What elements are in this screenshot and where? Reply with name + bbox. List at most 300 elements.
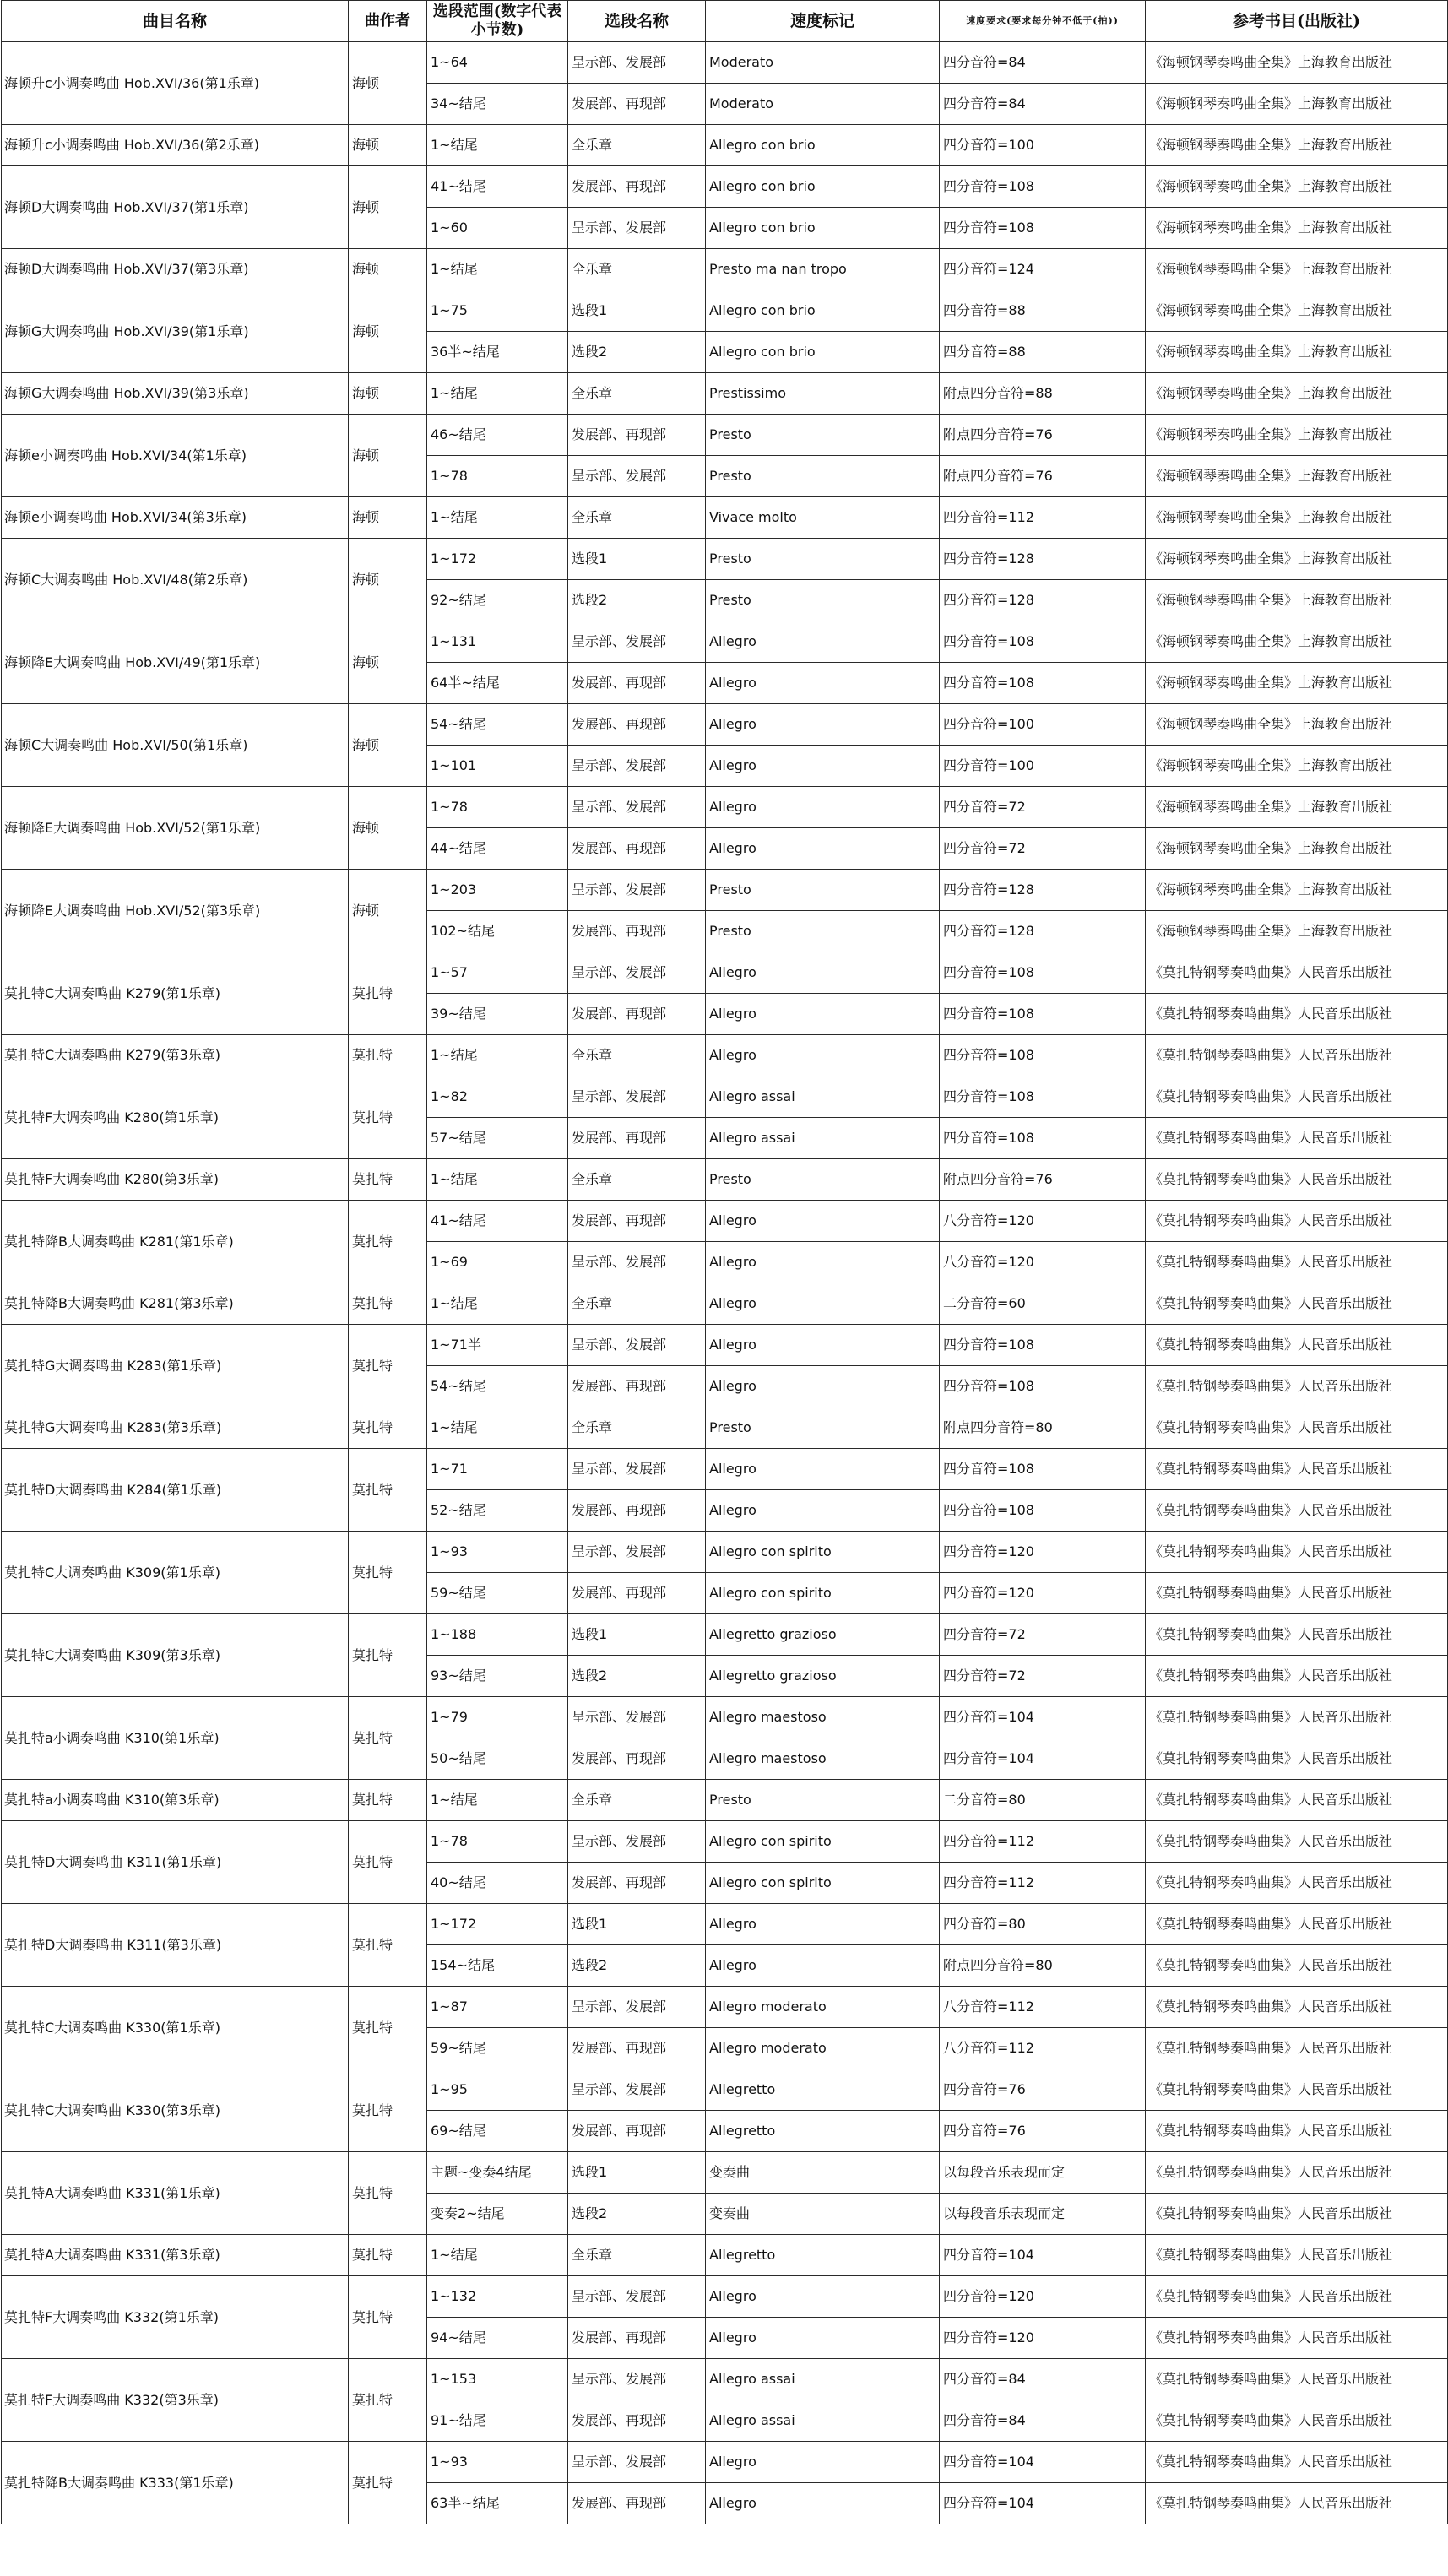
table-row [2,2152,1448,2194]
tempo-requirement-cell: 四分音符=84 [940,2359,1146,2400]
composer-cell: 莫扎特 [349,1987,427,2069]
tempo-requirement-cell: 四分音符=76 [940,2111,1146,2152]
tempo-requirement-cell: 附点四分音符=76 [940,1159,1146,1201]
range-cell: 1~结尾 [427,497,568,539]
composer-cell: 莫扎特 [349,1904,427,1987]
tempo-mark-cell: Allegro con spirito [706,1573,940,1614]
tempo-mark-cell: Allegro [706,1242,940,1283]
range-cell: 46~结尾 [427,415,568,456]
tempo-mark-cell: Allegretto [706,2111,940,2152]
tempo-requirement-cell: 以每段音乐表现而定 [940,2194,1146,2235]
reference-book-cell: 《莫扎特钢琴奏鸣曲集》人民音乐出版社 [1146,2235,1448,2276]
section-name-cell: 全乐章 [568,2235,706,2276]
reference-book-cell: 《莫扎特钢琴奏鸣曲集》人民音乐出版社 [1146,1697,1448,1738]
piece-name-cell: 海顿降E大调奏鸣曲 Hob.XVI/52(第3乐章) [2,870,349,952]
range-cell: 1~131 [427,621,568,663]
reference-book-cell: 《莫扎特钢琴奏鸣曲集》人民音乐出版社 [1146,1076,1448,1118]
tempo-requirement-cell: 四分音符=112 [940,497,1146,539]
reference-book-cell: 《海顿钢琴奏鸣曲全集》上海教育出版社 [1146,497,1448,539]
tempo-requirement-cell: 四分音符=124 [940,249,1146,290]
composer-cell: 海顿 [349,539,427,621]
piece-name-cell: 莫扎特C大调奏鸣曲 K279(第1乐章) [2,952,349,1035]
range-cell: 1~95 [427,2069,568,2111]
tempo-requirement-cell: 四分音符=120 [940,2276,1146,2318]
section-name-cell: 呈示部、发展部 [568,1449,706,1490]
reference-book-cell: 《莫扎特钢琴奏鸣曲集》人民音乐出版社 [1146,1283,1448,1325]
tempo-requirement-cell: 四分音符=108 [940,663,1146,704]
table-row [2,2069,1448,2111]
range-cell: 1~172 [427,1904,568,1945]
section-name-cell: 呈示部、发展部 [568,1821,706,1863]
section-name-cell: 呈示部、发展部 [568,456,706,497]
tempo-mark-cell: Allegretto [706,2235,940,2276]
reference-book-cell: 《莫扎特钢琴奏鸣曲集》人民音乐出版社 [1146,2359,1448,2400]
reference-book-cell: 《海顿钢琴奏鸣曲全集》上海教育出版社 [1146,911,1448,952]
section-name-cell: 全乐章 [568,373,706,415]
tempo-requirement-cell: 四分音符=104 [940,2483,1146,2524]
range-cell: 94~结尾 [427,2318,568,2359]
range-cell: 63半~结尾 [427,2483,568,2524]
section-name-cell: 全乐章 [568,1407,706,1449]
section-name-cell: 选段1 [568,1904,706,1945]
header-range: 选段范围(数字代表小节数) [427,1,568,42]
tempo-requirement-cell: 四分音符=108 [940,1449,1146,1490]
table-row [2,1076,1448,1118]
range-cell: 1~75 [427,290,568,332]
reference-book-cell: 《莫扎特钢琴奏鸣曲集》人民音乐出版社 [1146,1780,1448,1821]
header-row [2,1,1448,42]
tempo-mark-cell: Allegro [706,952,940,994]
tempo-mark-cell: Allegro con brio [706,332,940,373]
reference-book-cell: 《莫扎特钢琴奏鸣曲集》人民音乐出版社 [1146,1325,1448,1366]
tempo-requirement-cell: 四分音符=112 [940,1821,1146,1863]
piece-name-cell: 海顿e小调奏鸣曲 Hob.XVI/34(第1乐章) [2,415,349,497]
tempo-mark-cell: Allegro [706,1490,940,1532]
range-cell: 36半~结尾 [427,332,568,373]
tempo-mark-cell: Allegro con brio [706,166,940,208]
tempo-mark-cell: Allegro [706,704,940,746]
piece-name-cell: 海顿升c小调奏鸣曲 Hob.XVI/36(第2乐章) [2,125,349,166]
section-name-cell: 选段2 [568,332,706,373]
range-cell: 41~结尾 [427,1201,568,1242]
range-cell: 64半~结尾 [427,663,568,704]
composer-cell: 莫扎特 [349,1201,427,1283]
tempo-requirement-cell: 二分音符=80 [940,1780,1146,1821]
header-tempo-requirement: 速度要求(要求每分钟不低于(拍)) [940,1,1146,42]
reference-book-cell: 《莫扎特钢琴奏鸣曲集》人民音乐出版社 [1146,1863,1448,1904]
tempo-mark-cell: Presto ma nan tropo [706,249,940,290]
composer-cell: 海顿 [349,787,427,870]
table-row [2,1780,1448,1821]
tempo-requirement-cell: 八分音符=112 [940,2028,1146,2069]
tempo-requirement-cell: 四分音符=80 [940,1904,1146,1945]
section-name-cell: 发展部、再现部 [568,911,706,952]
section-name-cell: 选段1 [568,290,706,332]
tempo-requirement-cell: 附点四分音符=76 [940,415,1146,456]
piece-name-cell: 海顿C大调奏鸣曲 Hob.XVI/48(第2乐章) [2,539,349,621]
tempo-requirement-cell: 以每段音乐表现而定 [940,2152,1146,2194]
tempo-mark-cell: Allegro [706,663,940,704]
reference-book-cell: 《莫扎特钢琴奏鸣曲集》人民音乐出版社 [1146,1945,1448,1987]
tempo-requirement-cell: 四分音符=72 [940,1614,1146,1656]
piece-name-cell: 莫扎特C大调奏鸣曲 K330(第3乐章) [2,2069,349,2152]
tempo-mark-cell: Allegro assai [706,2359,940,2400]
section-name-cell: 选段2 [568,1656,706,1697]
section-name-cell: 发展部、再现部 [568,2028,706,2069]
tempo-requirement-cell: 四分音符=100 [940,746,1146,787]
tempo-requirement-cell: 八分音符=120 [940,1242,1146,1283]
reference-book-cell: 《海顿钢琴奏鸣曲全集》上海教育出版社 [1146,828,1448,870]
table-row [2,42,1448,84]
reference-book-cell: 《海顿钢琴奏鸣曲全集》上海教育出版社 [1146,539,1448,580]
reference-book-cell: 《海顿钢琴奏鸣曲全集》上海教育出版社 [1146,456,1448,497]
tempo-mark-cell: Allegro [706,1283,940,1325]
header-composer: 曲作者 [349,1,427,42]
tempo-requirement-cell: 四分音符=84 [940,2400,1146,2442]
table-row [2,1449,1448,1490]
reference-book-cell: 《莫扎特钢琴奏鸣曲集》人民音乐出版社 [1146,1738,1448,1780]
reference-book-cell: 《莫扎特钢琴奏鸣曲集》人民音乐出版社 [1146,1449,1448,1490]
reference-book-cell: 《莫扎特钢琴奏鸣曲集》人民音乐出版社 [1146,2152,1448,2194]
table-row [2,2276,1448,2318]
range-cell: 1~结尾 [427,1035,568,1076]
range-cell: 1~结尾 [427,2235,568,2276]
composer-cell: 莫扎特 [349,1821,427,1904]
range-cell: 59~结尾 [427,2028,568,2069]
tempo-mark-cell: Allegro [706,2483,940,2524]
piece-name-cell: 莫扎特F大调奏鸣曲 K332(第1乐章) [2,2276,349,2359]
section-name-cell: 发展部、再现部 [568,1118,706,1159]
table-row [2,621,1448,663]
section-name-cell: 选段1 [568,2152,706,2194]
reference-book-cell: 《莫扎特钢琴奏鸣曲集》人民音乐出版社 [1146,2028,1448,2069]
tempo-requirement-cell: 四分音符=120 [940,2318,1146,2359]
section-name-cell: 全乐章 [568,497,706,539]
tempo-requirement-cell: 附点四分音符=76 [940,456,1146,497]
tempo-requirement-cell: 四分音符=104 [940,1738,1146,1780]
piece-name-cell: 莫扎特A大调奏鸣曲 K331(第1乐章) [2,2152,349,2235]
range-cell: 34~结尾 [427,84,568,125]
section-name-cell: 发展部、再现部 [568,828,706,870]
section-name-cell: 全乐章 [568,1780,706,1821]
reference-book-cell: 《莫扎特钢琴奏鸣曲集》人民音乐出版社 [1146,1118,1448,1159]
tempo-requirement-cell: 四分音符=72 [940,787,1146,828]
tempo-mark-cell: Allegro con spirito [706,1863,940,1904]
piece-name-cell: 莫扎特C大调奏鸣曲 K309(第1乐章) [2,1532,349,1614]
section-name-cell: 全乐章 [568,1283,706,1325]
tempo-mark-cell: Allegro moderato [706,2028,940,2069]
piece-name-cell: 海顿C大调奏鸣曲 Hob.XVI/50(第1乐章) [2,704,349,787]
piece-name-cell: 莫扎特a小调奏鸣曲 K310(第3乐章) [2,1780,349,1821]
section-name-cell: 发展部、再现部 [568,1366,706,1407]
range-cell: 44~结尾 [427,828,568,870]
tempo-mark-cell: Allegro [706,746,940,787]
tempo-requirement-cell: 四分音符=100 [940,125,1146,166]
range-cell: 69~结尾 [427,2111,568,2152]
range-cell: 1~78 [427,787,568,828]
tempo-mark-cell: Vivace molto [706,497,940,539]
composer-cell: 海顿 [349,42,427,125]
composer-cell: 莫扎特 [349,2069,427,2152]
tempo-mark-cell: Allegro moderato [706,1987,940,2028]
tempo-mark-cell: 变奏曲 [706,2152,940,2194]
range-cell: 变奏2~结尾 [427,2194,568,2235]
table-row [2,1697,1448,1738]
range-cell: 1~101 [427,746,568,787]
composer-cell: 海顿 [349,166,427,249]
reference-book-cell: 《莫扎特钢琴奏鸣曲集》人民音乐出版社 [1146,1656,1448,1697]
piece-name-cell: 海顿e小调奏鸣曲 Hob.XVI/34(第3乐章) [2,497,349,539]
piece-name-cell: 莫扎特C大调奏鸣曲 K309(第3乐章) [2,1614,349,1697]
table-row [2,2359,1448,2400]
piece-name-cell: 海顿G大调奏鸣曲 Hob.XVI/39(第1乐章) [2,290,349,373]
composer-cell: 莫扎特 [349,2442,427,2524]
section-name-cell: 发展部、再现部 [568,415,706,456]
table-row [2,2442,1448,2483]
composer-cell: 莫扎特 [349,2152,427,2235]
reference-book-cell: 《海顿钢琴奏鸣曲全集》上海教育出版社 [1146,580,1448,621]
tempo-mark-cell: Allegro con brio [706,125,940,166]
range-cell: 92~结尾 [427,580,568,621]
range-cell: 1~结尾 [427,373,568,415]
tempo-requirement-cell: 四分音符=104 [940,2442,1146,2483]
reference-book-cell: 《海顿钢琴奏鸣曲全集》上海教育出版社 [1146,208,1448,249]
section-name-cell: 呈示部、发展部 [568,787,706,828]
header-section: 选段名称 [568,1,706,42]
section-name-cell: 选段2 [568,2194,706,2235]
section-name-cell: 呈示部、发展部 [568,1325,706,1366]
composer-cell: 海顿 [349,704,427,787]
range-cell: 1~60 [427,208,568,249]
reference-book-cell: 《海顿钢琴奏鸣曲全集》上海教育出版社 [1146,415,1448,456]
composer-cell: 海顿 [349,870,427,952]
range-cell: 1~78 [427,456,568,497]
piece-name-cell: 海顿升c小调奏鸣曲 Hob.XVI/36(第1乐章) [2,42,349,125]
tempo-mark-cell: Presto [706,1407,940,1449]
section-name-cell: 发展部、再现部 [568,1201,706,1242]
section-name-cell: 呈示部、发展部 [568,42,706,84]
composer-cell: 海顿 [349,497,427,539]
composer-cell: 莫扎特 [349,1283,427,1325]
piece-name-cell: 莫扎特D大调奏鸣曲 K311(第1乐章) [2,1821,349,1904]
tempo-requirement-cell: 四分音符=76 [940,2069,1146,2111]
tempo-requirement-cell: 四分音符=108 [940,1490,1146,1532]
table-row [2,1821,1448,1863]
tempo-requirement-cell: 四分音符=108 [940,994,1146,1035]
tempo-mark-cell: Allegretto grazioso [706,1614,940,1656]
tempo-mark-cell: Prestissimo [706,373,940,415]
tempo-mark-cell: Allegro con brio [706,290,940,332]
reference-book-cell: 《海顿钢琴奏鸣曲全集》上海教育出版社 [1146,663,1448,704]
section-name-cell: 选段1 [568,1614,706,1656]
reference-book-cell: 《海顿钢琴奏鸣曲全集》上海教育出版社 [1146,704,1448,746]
range-cell: 91~结尾 [427,2400,568,2442]
range-cell: 1~203 [427,870,568,911]
tempo-mark-cell: Presto [706,580,940,621]
reference-book-cell: 《海顿钢琴奏鸣曲全集》上海教育出版社 [1146,42,1448,84]
range-cell: 主题~变奏4结尾 [427,2152,568,2194]
section-name-cell: 呈示部、发展部 [568,746,706,787]
composer-cell: 海顿 [349,249,427,290]
table-row [2,1325,1448,1366]
section-name-cell: 发展部、再现部 [568,1738,706,1780]
section-name-cell: 呈示部、发展部 [568,870,706,911]
tempo-requirement-cell: 八分音符=120 [940,1201,1146,1242]
range-cell: 1~78 [427,1821,568,1863]
section-name-cell: 发展部、再现部 [568,84,706,125]
reference-book-cell: 《莫扎特钢琴奏鸣曲集》人民音乐出版社 [1146,1159,1448,1201]
tempo-mark-cell: Presto [706,539,940,580]
section-name-cell: 呈示部、发展部 [568,2276,706,2318]
composer-cell: 海顿 [349,373,427,415]
section-name-cell: 呈示部、发展部 [568,1242,706,1283]
tempo-requirement-cell: 四分音符=84 [940,42,1146,84]
tempo-mark-cell: Allegro [706,621,940,663]
range-cell: 54~结尾 [427,1366,568,1407]
table-row [2,704,1448,746]
tempo-mark-cell: Presto [706,1780,940,1821]
section-name-cell: 呈示部、发展部 [568,1697,706,1738]
tempo-mark-cell: Allegro assai [706,2400,940,2442]
range-cell: 1~结尾 [427,1283,568,1325]
tempo-mark-cell: Allegro assai [706,1118,940,1159]
reference-book-cell: 《莫扎特钢琴奏鸣曲集》人民音乐出版社 [1146,952,1448,994]
section-name-cell: 全乐章 [568,249,706,290]
reference-book-cell: 《莫扎特钢琴奏鸣曲集》人民音乐出版社 [1146,1987,1448,2028]
reference-book-cell: 《莫扎特钢琴奏鸣曲集》人民音乐出版社 [1146,2400,1448,2442]
reference-book-cell: 《莫扎特钢琴奏鸣曲集》人民音乐出版社 [1146,1904,1448,1945]
range-cell: 1~57 [427,952,568,994]
piece-name-cell: 莫扎特F大调奏鸣曲 K280(第3乐章) [2,1159,349,1201]
reference-book-cell: 《海顿钢琴奏鸣曲全集》上海教育出版社 [1146,84,1448,125]
tempo-requirement-cell: 四分音符=120 [940,1532,1146,1573]
piece-name-cell: 海顿降E大调奏鸣曲 Hob.XVI/52(第1乐章) [2,787,349,870]
tempo-mark-cell: Allegro [706,1366,940,1407]
section-name-cell: 选段2 [568,580,706,621]
tempo-mark-cell: Allegro [706,1449,940,1490]
range-cell: 102~结尾 [427,911,568,952]
piece-name-cell: 莫扎特F大调奏鸣曲 K332(第3乐章) [2,2359,349,2442]
reference-book-cell: 《海顿钢琴奏鸣曲全集》上海教育出版社 [1146,870,1448,911]
tempo-requirement-cell: 四分音符=128 [940,870,1146,911]
tempo-mark-cell: 变奏曲 [706,2194,940,2235]
section-name-cell: 全乐章 [568,1035,706,1076]
reference-book-cell: 《海顿钢琴奏鸣曲全集》上海教育出版社 [1146,290,1448,332]
reference-book-cell: 《莫扎特钢琴奏鸣曲集》人民音乐出版社 [1146,1201,1448,1242]
composer-cell: 莫扎特 [349,2276,427,2359]
composer-cell: 莫扎特 [349,1697,427,1780]
composer-cell: 莫扎特 [349,952,427,1035]
range-cell: 59~结尾 [427,1573,568,1614]
reference-book-cell: 《莫扎特钢琴奏鸣曲集》人民音乐出版社 [1146,2483,1448,2524]
tempo-mark-cell: Moderato [706,42,940,84]
range-cell: 1~172 [427,539,568,580]
section-name-cell: 全乐章 [568,1159,706,1201]
range-cell: 54~结尾 [427,704,568,746]
table-row [2,1159,1448,1201]
composer-cell: 莫扎特 [349,2235,427,2276]
tempo-requirement-cell: 四分音符=108 [940,208,1146,249]
tempo-requirement-cell: 四分音符=108 [940,1118,1146,1159]
table-row [2,1201,1448,1242]
tempo-requirement-cell: 四分音符=104 [940,2235,1146,2276]
composer-cell: 莫扎特 [349,1325,427,1407]
tempo-mark-cell: Allegro maestoso [706,1697,940,1738]
tempo-requirement-cell: 附点四分音符=80 [940,1945,1146,1987]
range-cell: 1~71半 [427,1325,568,1366]
tempo-requirement-cell: 四分音符=108 [940,621,1146,663]
composer-cell: 海顿 [349,415,427,497]
piece-name-cell: 莫扎特G大调奏鸣曲 K283(第1乐章) [2,1325,349,1407]
tempo-mark-cell: Allegro [706,1325,940,1366]
tempo-mark-cell: Allegro [706,1035,940,1076]
tempo-mark-cell: Presto [706,415,940,456]
reference-book-cell: 《莫扎特钢琴奏鸣曲集》人民音乐出版社 [1146,1035,1448,1076]
tempo-requirement-cell: 四分音符=108 [940,1325,1146,1366]
composer-cell: 莫扎特 [349,1407,427,1449]
tempo-requirement-cell: 四分音符=128 [940,911,1146,952]
reference-book-cell: 《海顿钢琴奏鸣曲全集》上海教育出版社 [1146,249,1448,290]
piece-name-cell: 海顿D大调奏鸣曲 Hob.XVI/37(第3乐章) [2,249,349,290]
composer-cell: 莫扎特 [349,1614,427,1697]
section-name-cell: 发展部、再现部 [568,2111,706,2152]
reference-book-cell: 《海顿钢琴奏鸣曲全集》上海教育出版社 [1146,621,1448,663]
section-name-cell: 呈示部、发展部 [568,1532,706,1573]
piece-name-cell: 莫扎特降B大调奏鸣曲 K281(第3乐章) [2,1283,349,1325]
tempo-requirement-cell: 附点四分音符=80 [940,1407,1146,1449]
reference-book-cell: 《莫扎特钢琴奏鸣曲集》人民音乐出版社 [1146,994,1448,1035]
reference-book-cell: 《海顿钢琴奏鸣曲全集》上海教育出版社 [1146,125,1448,166]
range-cell: 52~结尾 [427,1490,568,1532]
tempo-mark-cell: Allegro [706,1904,940,1945]
composer-cell: 海顿 [349,621,427,704]
section-name-cell: 发展部、再现部 [568,1573,706,1614]
tempo-mark-cell: Allegro [706,2276,940,2318]
piece-name-cell: 莫扎特降B大调奏鸣曲 K281(第1乐章) [2,1201,349,1283]
table-row [2,2235,1448,2276]
range-cell: 1~153 [427,2359,568,2400]
range-cell: 1~71 [427,1449,568,1490]
range-cell: 1~结尾 [427,1407,568,1449]
header-reference: 参考书目(出版社) [1146,1,1448,42]
tempo-requirement-cell: 四分音符=112 [940,1863,1146,1904]
reference-book-cell: 《莫扎特钢琴奏鸣曲集》人民音乐出版社 [1146,2111,1448,2152]
section-name-cell: 呈示部、发展部 [568,1987,706,2028]
tempo-requirement-cell: 四分音符=100 [940,704,1146,746]
composer-cell: 莫扎特 [349,1449,427,1532]
table-header [2,1,1448,42]
reference-book-cell: 《莫扎特钢琴奏鸣曲集》人民音乐出版社 [1146,1242,1448,1283]
tempo-requirement-cell: 四分音符=120 [940,1573,1146,1614]
range-cell: 1~132 [427,2276,568,2318]
composer-cell: 莫扎特 [349,1076,427,1159]
reference-book-cell: 《莫扎特钢琴奏鸣曲集》人民音乐出版社 [1146,2318,1448,2359]
tempo-requirement-cell: 四分音符=72 [940,1656,1146,1697]
tempo-mark-cell: Allegro con spirito [706,1532,940,1573]
header-piece: 曲目名称 [2,1,349,42]
section-name-cell: 发展部、再现部 [568,994,706,1035]
table-row [2,125,1448,166]
reference-book-cell: 《莫扎特钢琴奏鸣曲集》人民音乐出版社 [1146,1366,1448,1407]
tempo-requirement-cell: 四分音符=104 [940,1697,1146,1738]
range-cell: 41~结尾 [427,166,568,208]
section-name-cell: 发展部、再现部 [568,704,706,746]
reference-book-cell: 《莫扎特钢琴奏鸣曲集》人民音乐出版社 [1146,1614,1448,1656]
tempo-requirement-cell: 四分音符=108 [940,1035,1146,1076]
section-name-cell: 呈示部、发展部 [568,2359,706,2400]
tempo-mark-cell: Presto [706,1159,940,1201]
range-cell: 1~188 [427,1614,568,1656]
